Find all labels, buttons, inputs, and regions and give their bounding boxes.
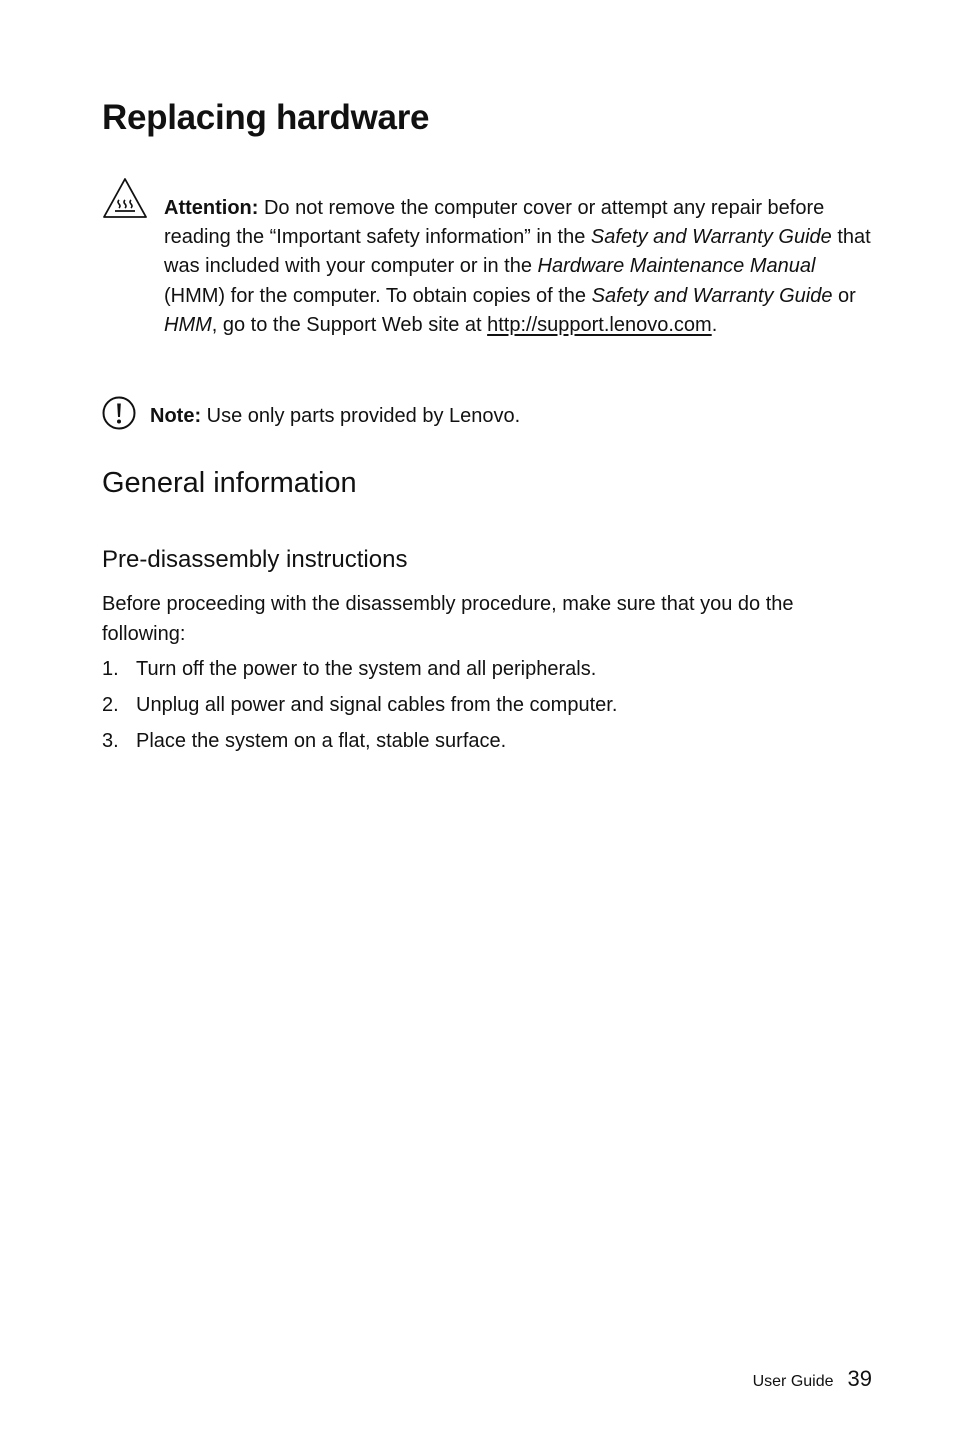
exclamation-circle-icon	[102, 396, 136, 430]
hardware-maintenance-manual-ref: Hardware Maintenance Manual	[537, 255, 816, 278]
page-title: Replacing hardware	[102, 98, 430, 137]
note-text	[150, 402, 520, 431]
attention-label: Attention:	[164, 197, 259, 219]
subsection-title: Pre-disassembly instructions	[102, 546, 408, 573]
hot-surface-warning-icon	[102, 176, 148, 220]
steps-list	[102, 654, 862, 762]
list-item	[102, 726, 862, 762]
list-item	[102, 690, 862, 726]
intro-paragraph: Before proceeding with the disassembly procedure, make sure that you do the following:	[102, 593, 794, 645]
list-item	[102, 654, 862, 690]
attention-text	[164, 194, 876, 340]
hmm-ref: HMM	[164, 313, 212, 336]
note-body: Use only parts provided by Lenovo.	[201, 405, 521, 427]
step-text: Turn off the power to the system and all peripherals.	[136, 658, 597, 680]
attention-text-part: Do not remove the computer cover or attempt any repair before reading the “Important safety information” in the	[164, 197, 825, 249]
step-number: 1.	[102, 658, 119, 680]
safety-warranty-guide-ref: Safety and Warranty Guide	[590, 226, 832, 249]
page-footer	[753, 1366, 872, 1392]
page-number: 39	[847, 1366, 872, 1391]
attention-text-part: or	[832, 284, 856, 307]
note-notice	[102, 396, 882, 430]
safety-warranty-guide-ref: Safety and Warranty Guide	[591, 284, 833, 307]
attention-text-part: that was included with your computer or in the	[164, 226, 871, 278]
footer-guide-label: User Guide	[752, 1373, 834, 1390]
step-text: Unplug all power and signal cables from the computer.	[136, 694, 618, 716]
note-label: Note:	[150, 405, 202, 427]
step-text: Place the system on a flat, stable surface.	[136, 730, 507, 752]
attention-text-part: , go to the Support Web site at	[211, 313, 488, 336]
attention-text-part: .	[711, 313, 718, 336]
step-number: 2.	[102, 694, 119, 716]
support-site-link[interactable]: http://support.lenovo.com	[487, 313, 712, 336]
step-number: 3.	[102, 730, 119, 752]
section-title: General information	[102, 467, 357, 499]
attention-text-part: (HMM) for the computer. To obtain copies of the	[164, 284, 592, 307]
